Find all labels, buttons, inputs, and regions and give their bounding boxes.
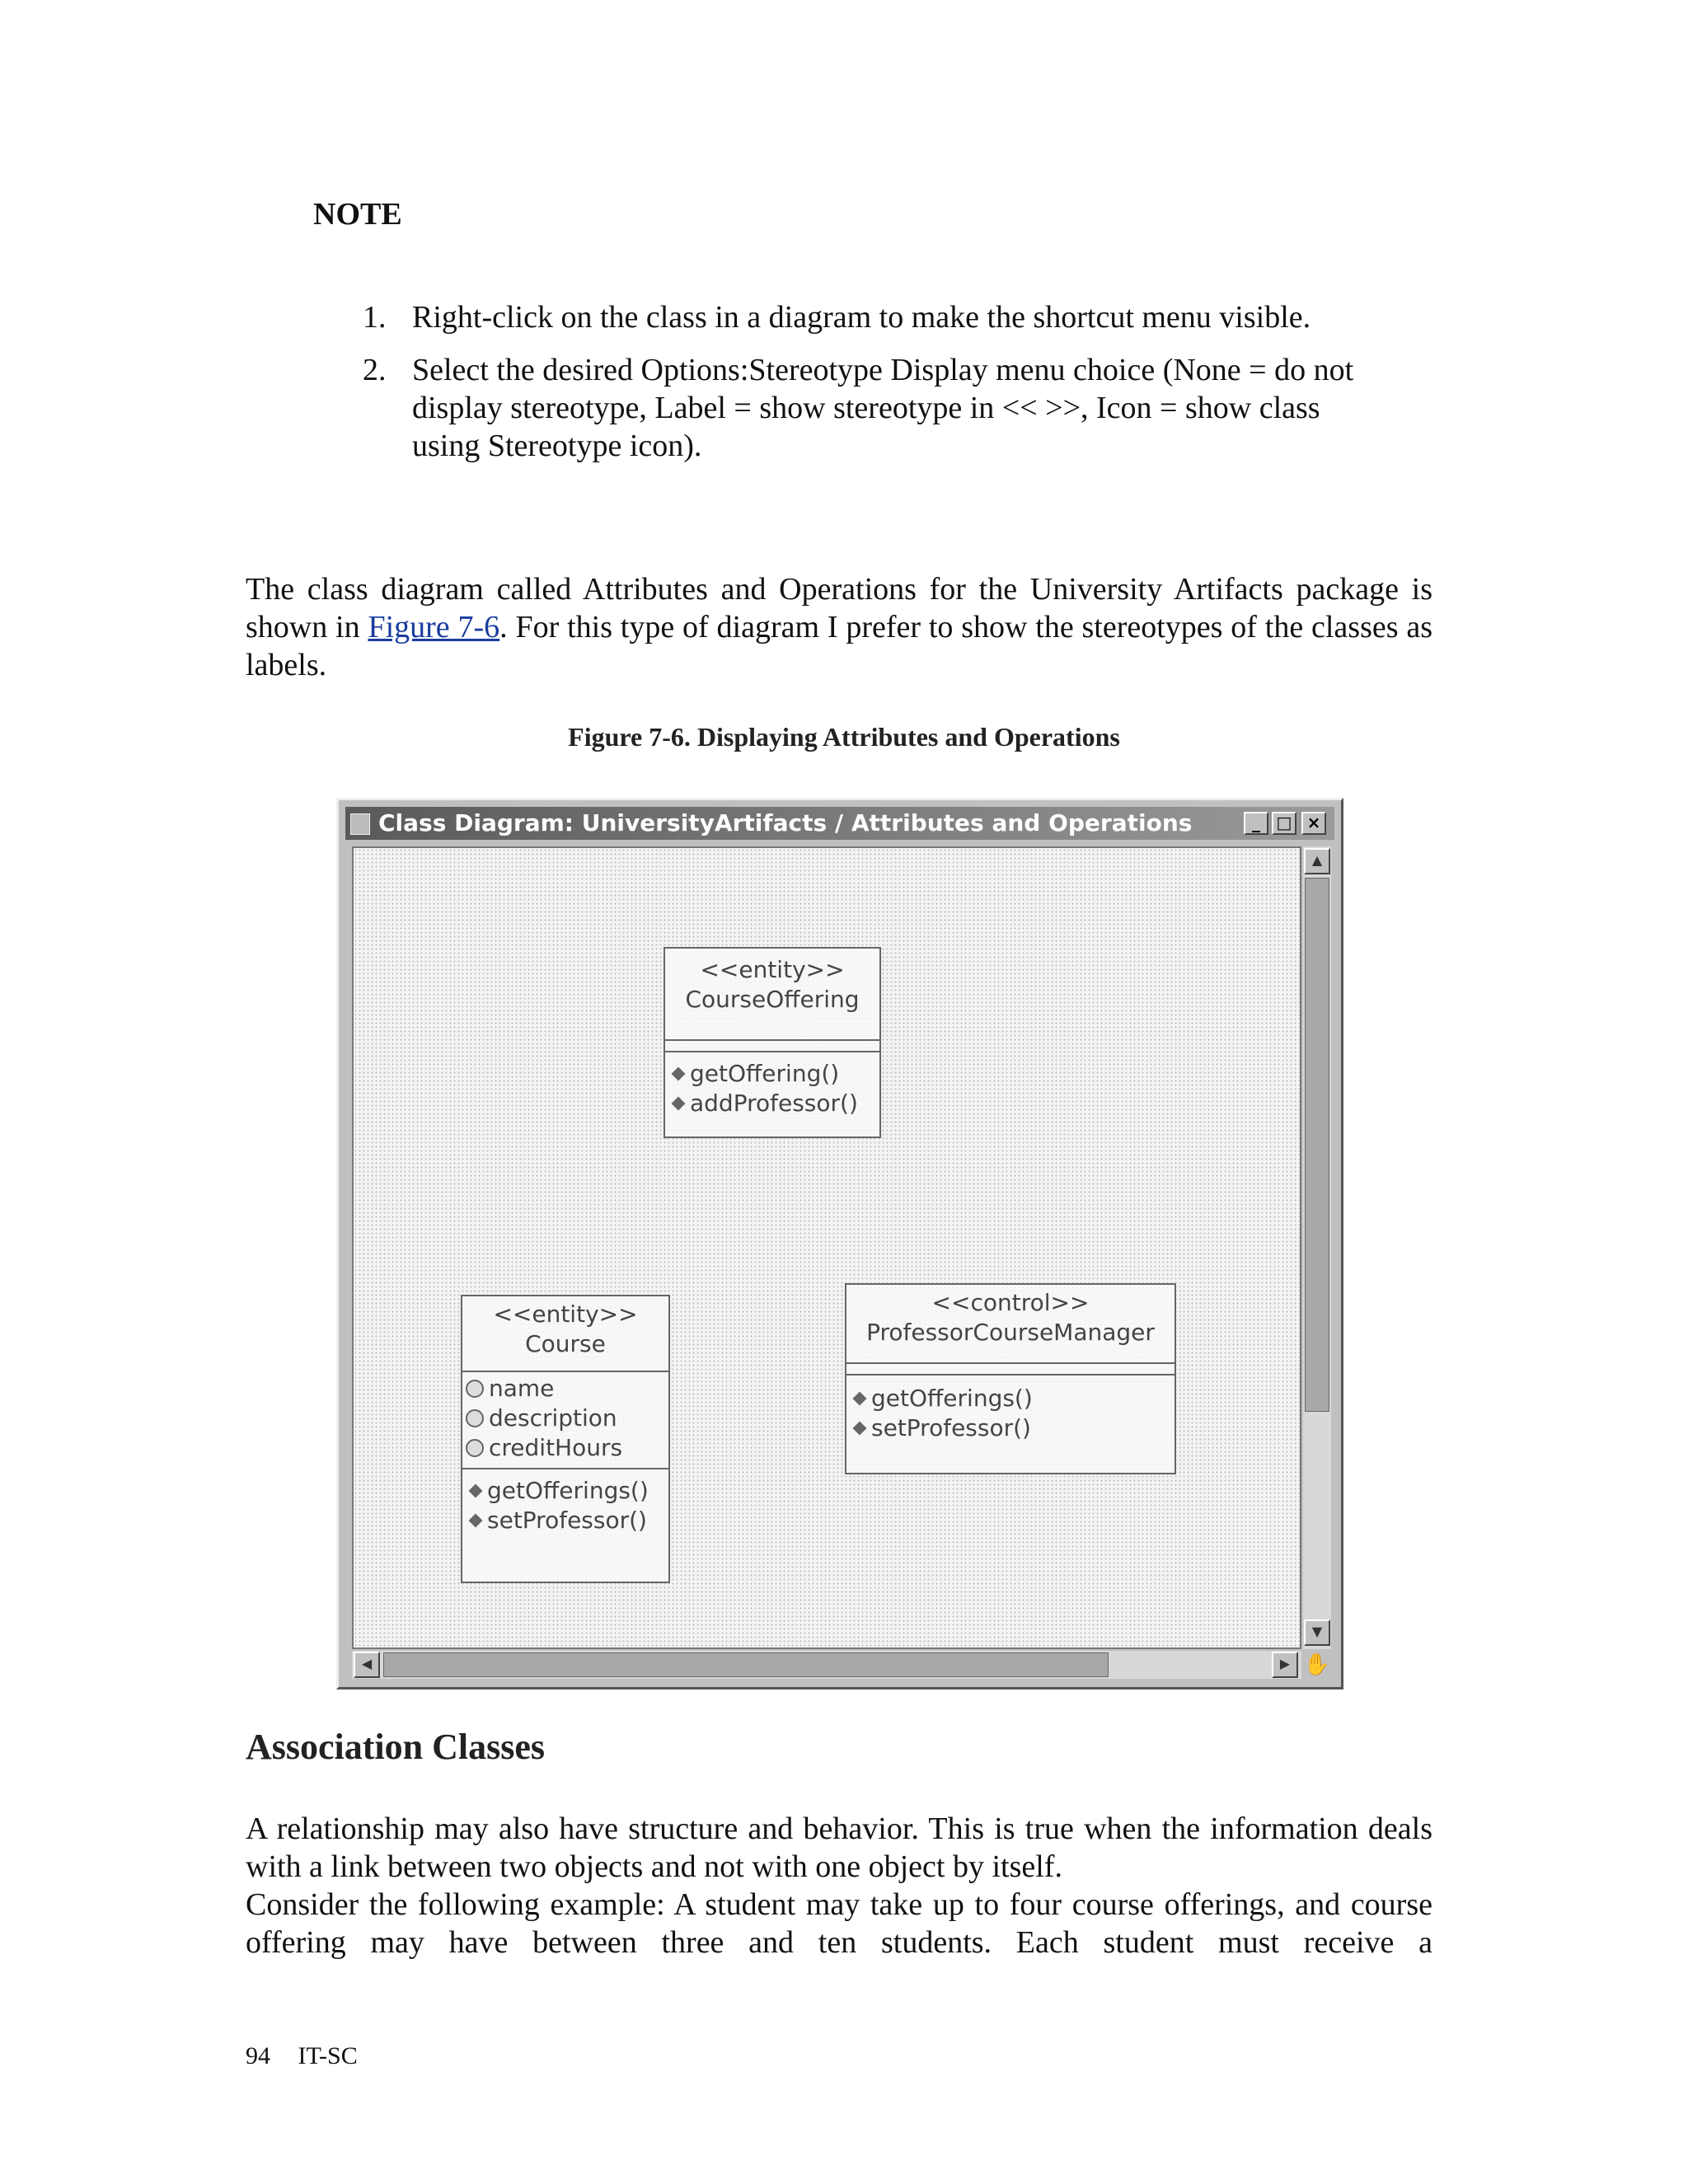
list-text: Select the desired Options:Stereotype Display menu choice (None = do not display stereotype, Label = show stereotype in << >>, Icon = show class using Stereotype icon). bbox=[412, 353, 1354, 463]
list-text: Right-click on the class in a diagram to make the shortcut menu visible. bbox=[412, 300, 1311, 335]
operation-row[interactable]: setProfessor() bbox=[462, 1506, 668, 1535]
page-number: 94 bbox=[246, 2042, 270, 2069]
scroll-down-arrow-icon[interactable]: ▼ bbox=[1304, 1619, 1330, 1646]
operations-compartment bbox=[462, 1469, 668, 1535]
attributes-compartment bbox=[462, 1372, 668, 1469]
diagram-window-icon bbox=[350, 813, 370, 835]
intro-text-before: The class diagram called Attributes and Operations for the University Artifacts package is shown in bbox=[246, 572, 1432, 644]
hand-pan-icon[interactable]: ✋ bbox=[1303, 1652, 1331, 1677]
attribute-row[interactable]: name bbox=[462, 1374, 668, 1404]
section-paragraph-1: A relationship may also have structure and behavior. This is true when the information deals with a link between two objects and not with one object by itself. bbox=[246, 1811, 1432, 1884]
operations-compartment bbox=[846, 1376, 1175, 1443]
operations-compartment bbox=[665, 1052, 879, 1118]
diagram-canvas[interactable] bbox=[352, 846, 1301, 1649]
page-footer bbox=[246, 2042, 358, 2070]
class-name: CourseOffering bbox=[685, 986, 860, 1013]
list-number: 1. bbox=[363, 300, 387, 335]
attribute-icon bbox=[466, 1439, 484, 1457]
attribute-row[interactable]: description bbox=[462, 1404, 668, 1433]
operation-row[interactable]: setProfessor() bbox=[846, 1413, 1175, 1443]
class-name: Course bbox=[525, 1330, 606, 1357]
scroll-left-arrow-icon[interactable]: ◀ bbox=[354, 1652, 380, 1678]
class-diagram-window bbox=[336, 798, 1343, 1690]
class-course-offering[interactable] bbox=[663, 947, 881, 1138]
operation-icon bbox=[672, 1067, 686, 1081]
operation-row[interactable]: getOfferings() bbox=[846, 1384, 1175, 1413]
attribute-icon bbox=[466, 1409, 484, 1427]
figure-caption: Figure 7-6. Displaying Attributes and Operations bbox=[568, 722, 1120, 752]
note-list bbox=[363, 298, 1385, 480]
operation-row[interactable]: getOffering() bbox=[665, 1059, 879, 1089]
window-titlebar[interactable] bbox=[345, 807, 1334, 840]
attribute-icon bbox=[466, 1380, 484, 1398]
section-heading: Association Classes bbox=[246, 1727, 546, 1767]
operation-icon bbox=[672, 1097, 686, 1111]
intro-text-after: . For this type of diagram I prefer to show the stereotypes of the classes as labels. bbox=[246, 610, 1433, 682]
window-title: Class Diagram: UniversityArtifacts / Attributes and Operations bbox=[378, 809, 1193, 837]
attributes-compartment bbox=[846, 1364, 1175, 1376]
operation-icon bbox=[853, 1422, 867, 1436]
vertical-scrollbar[interactable] bbox=[1303, 846, 1331, 1649]
operation-icon bbox=[853, 1392, 867, 1406]
list-number: 2. bbox=[363, 353, 387, 387]
attributes-compartment bbox=[665, 1041, 879, 1052]
horizontal-scrollbar[interactable] bbox=[352, 1651, 1301, 1679]
operation-icon bbox=[469, 1514, 483, 1528]
minimize-button[interactable]: _ bbox=[1244, 812, 1268, 835]
scroll-right-arrow-icon[interactable]: ▶ bbox=[1272, 1652, 1298, 1678]
attribute-row[interactable]: creditHours bbox=[462, 1433, 668, 1463]
horizontal-scroll-thumb[interactable] bbox=[383, 1652, 1109, 1677]
class-stereotype: <<control>> bbox=[931, 1289, 1090, 1316]
list-item bbox=[363, 298, 1385, 336]
footer-label: IT-SC bbox=[298, 2042, 358, 2069]
scroll-up-arrow-icon[interactable]: ▲ bbox=[1304, 848, 1330, 874]
operation-icon bbox=[469, 1484, 483, 1498]
class-course[interactable] bbox=[461, 1295, 670, 1583]
close-button[interactable]: × bbox=[1301, 812, 1326, 835]
operation-row[interactable]: getOfferings() bbox=[462, 1476, 668, 1506]
figure-link[interactable]: Figure 7-6 bbox=[368, 610, 500, 644]
section-paragraph-2: Consider the following example: A student may take up to four course offerings, and course offering may have between three and ten students. Each student must receive a bbox=[246, 1887, 1432, 1960]
note-title: NOTE bbox=[313, 197, 402, 232]
intro-paragraph bbox=[246, 570, 1432, 684]
class-stereotype: <<entity>> bbox=[493, 1301, 638, 1328]
vertical-scroll-thumb[interactable] bbox=[1305, 878, 1329, 1412]
operation-row[interactable]: addProfessor() bbox=[665, 1089, 879, 1118]
list-item bbox=[363, 351, 1385, 465]
class-professor-course-manager[interactable] bbox=[845, 1283, 1176, 1474]
class-name: ProfessorCourseManager bbox=[866, 1319, 1155, 1346]
class-stereotype: <<entity>> bbox=[700, 956, 845, 983]
maximize-button[interactable]: □ bbox=[1272, 812, 1296, 835]
